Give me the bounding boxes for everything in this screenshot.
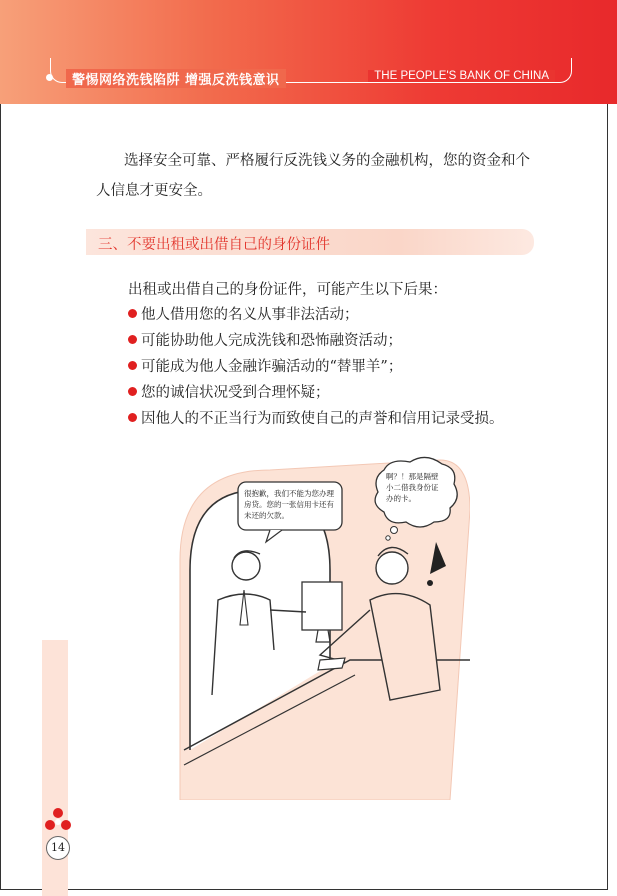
page-header xyxy=(0,0,617,104)
consequences-intro: 出租或出借自己的身份证件，可能产生以下后果： xyxy=(128,282,447,298)
list-item: 因他人的不正当行为而致使自己的声誉和信用记录受损。 xyxy=(128,406,504,432)
bank-logo-icon xyxy=(43,806,73,834)
list-item: 可能成为他人金融诈骗活动的“替罪羊”； xyxy=(128,354,504,380)
list-item: 可能协助他人完成洗钱和恐怖融资活动； xyxy=(128,328,504,354)
clerk-speech-bubble: 很抱歉，我们不能为您办理房贷。您的一张信用卡还有未还的欠款。 xyxy=(244,489,334,520)
section-title: 三、不要出租或出借自己的身份证件 xyxy=(98,237,330,253)
bullet-icon xyxy=(128,309,137,318)
intro-paragraph: 选择安全可靠、严格履行反洗钱义务的金融机构，您的资金和个人信息才更安全。 xyxy=(96,153,530,199)
consequence-list xyxy=(128,302,504,432)
header-title-en: THE PEOPLE'S BANK OF CHINA xyxy=(368,70,555,82)
header-dot xyxy=(46,74,53,81)
list-item: 他人借用您的名义从事非法活动； xyxy=(128,302,504,328)
customer-thought-bubble: 啊？！那是隔壁小二借我身份证办的卡。 xyxy=(386,472,439,503)
bullet-icon xyxy=(128,387,137,396)
header-title-cn: 警惕网络洗钱陷阱 增强反洗钱意识 xyxy=(66,69,286,88)
bullet-icon xyxy=(128,335,137,344)
list-item: 您的诚信状况受到合理怀疑； xyxy=(128,380,504,406)
bullet-icon xyxy=(128,413,137,422)
page-number: 14 xyxy=(46,836,70,860)
bullet-icon xyxy=(128,361,137,370)
